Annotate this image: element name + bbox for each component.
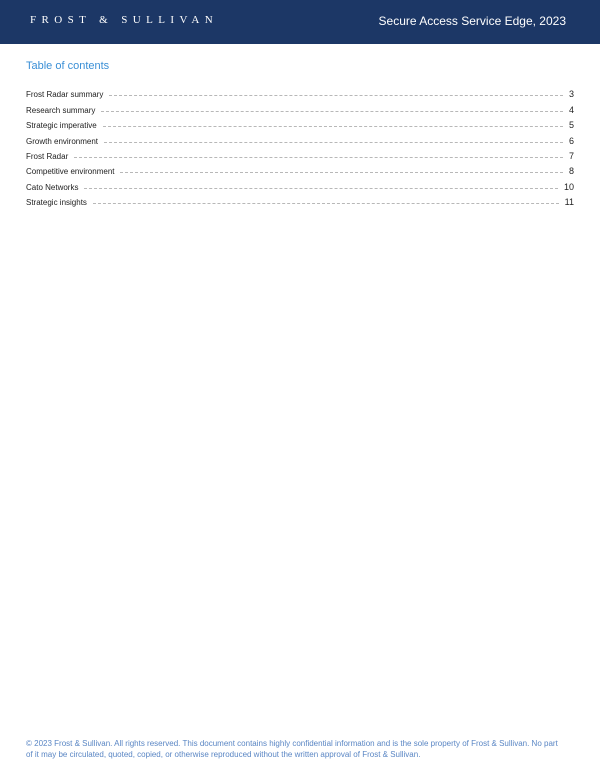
toc-leader (104, 142, 563, 143)
toc-entry-label: Growth environment (26, 136, 99, 146)
toc-entry-label: Strategic imperative (26, 121, 97, 131)
toc-leader (103, 126, 563, 127)
toc-entry-strategic-imperative[interactable] (26, 115, 574, 130)
toc-entry-strategic-insights[interactable] (26, 192, 574, 207)
copyright-notice: © 2023 Frost & Sullivan. All rights reserved. This document contains highly confidential information and is the sole property of Frost & Sullivan. No part of it may be circulated, quoted, copied, or otherwise reproduced without the written approval of Frost & Sullivan. (26, 739, 558, 759)
toc-heading: Table of contents (26, 60, 110, 72)
toc-leader (120, 172, 563, 173)
toc-entry-page: 11 (564, 197, 574, 208)
toc-entry-growth-environment[interactable] (26, 130, 574, 145)
toc-entry-label: Research summary (26, 105, 96, 115)
toc-entry-label: Strategic insights (26, 198, 87, 208)
toc-leader (74, 157, 563, 158)
toc-entry-frost-radar[interactable] (26, 146, 574, 161)
toc-entry-competitive-environment[interactable] (26, 161, 574, 176)
toc-entry-page: 5 (568, 120, 574, 131)
toc-entry-research-summary[interactable] (26, 99, 574, 114)
brand-logo: FROST & SULLIVAN (30, 14, 219, 26)
toc-entry-label: Frost Radar summary (26, 90, 104, 100)
toc-entry-cato-networks[interactable] (26, 176, 574, 191)
document-title: Secure Access Service Edge, 2023 (378, 14, 566, 28)
toc-entry-label: Competitive environment (26, 167, 115, 177)
toc-entry-frost-radar-summary[interactable] (26, 84, 574, 99)
toc-entry-page: 4 (568, 104, 574, 115)
toc-leader (109, 95, 563, 96)
toc-entry-page: 3 (568, 89, 574, 100)
toc-leader (84, 188, 558, 189)
toc-entry-page: 6 (568, 135, 574, 146)
toc-entry-label: Frost Radar (26, 151, 69, 161)
toc-entry-page: 8 (568, 166, 574, 177)
toc-entry-label: Cato Networks (26, 182, 79, 192)
table-of-contents (26, 84, 574, 207)
toc-leader (101, 111, 563, 112)
toc-leader (93, 203, 559, 204)
page-header (0, 0, 600, 44)
toc-entry-page: 10 (563, 181, 574, 192)
toc-entry-page: 7 (568, 150, 574, 161)
